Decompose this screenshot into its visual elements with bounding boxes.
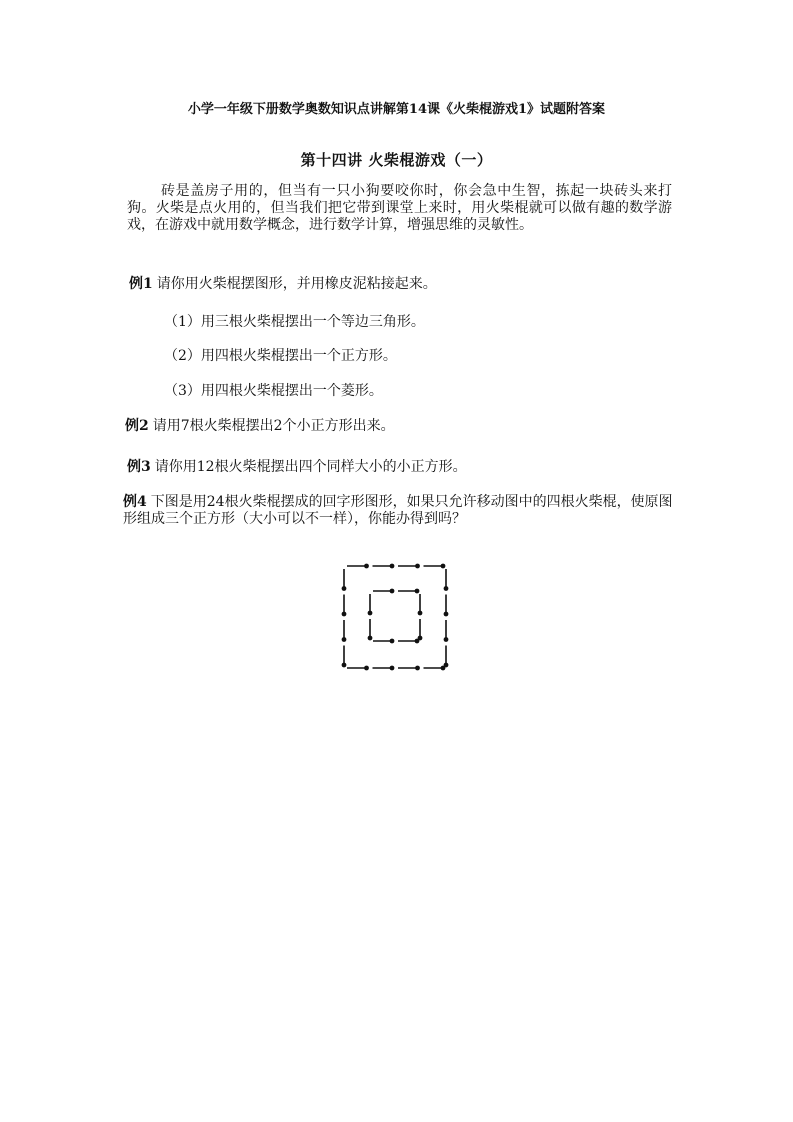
outer-square-top-stick — [398, 564, 420, 569]
outer-square-bottom-stick — [424, 666, 446, 671]
outer-square-right-stick — [444, 569, 449, 591]
example-2-label: 例2 — [125, 418, 149, 434]
example-3 — [127, 459, 467, 476]
inner-square-bottom-stick — [398, 639, 419, 644]
example-1-text: 请你用火柴棍摆图形，并用橡皮泥粘接起来。 — [156, 276, 437, 292]
intro-paragraph: 砖是盖房子用的，但当有一只小狗要咬你时，你会急中生智，拣起一块砖头来打狗。火柴是点火用的，但当我们把它带到课堂上来时，用火柴棍就可以做有趣的数学游戏，在游戏中就用数学概念，进行数学计算，增强思维的灵敏性。 — [127, 183, 672, 233]
inner-square-top-stick — [373, 589, 394, 594]
inner-square-top-stick — [398, 589, 419, 594]
example-4-text: 下图是用24根火柴棍摆成的回字形图形，如果只允许移动图中的四根火柴棍，使原图形组成三个正方形（大小可以不一样），你能办得到吗？ — [123, 494, 673, 527]
outer-square-left-stick — [342, 595, 347, 617]
outer-square-bottom-stick — [347, 666, 369, 671]
example-1-item-2: （2）用四根火柴棍摆出一个正方形。 — [164, 348, 397, 364]
inner-square-left-stick — [368, 594, 373, 615]
example-1-item-3: （3）用四根火柴棍摆出一个菱形。 — [164, 383, 383, 399]
outer-square-bottom-stick — [398, 666, 420, 671]
example-3-text: 请你用12根火柴棍摆出四个同样大小的小正方形。 — [154, 459, 467, 475]
outer-square-top-stick — [373, 564, 395, 569]
example-3-label: 例3 — [127, 459, 151, 475]
inner-square-right-stick — [418, 594, 423, 615]
example-2 — [125, 418, 395, 435]
example-1-item-1: （1）用三根火柴棍摆出一个等边三角形。 — [164, 314, 425, 330]
example-2-text: 请用7根火柴棍摆出2个小正方形出来。 — [152, 418, 395, 434]
inner-square-bottom-stick — [373, 639, 394, 644]
example-4 — [123, 494, 683, 528]
outer-square-right-stick — [444, 646, 449, 668]
outer-square-top-stick — [347, 564, 369, 569]
outer-square-top-stick — [424, 564, 446, 569]
outer-square-left-stick — [342, 569, 347, 591]
example-1-label: 例1 — [129, 276, 153, 292]
matchstick-figure — [330, 555, 465, 680]
inner-square-left-stick — [368, 619, 373, 640]
outer-square-left-stick — [342, 646, 347, 668]
outer-square-right-stick — [444, 620, 449, 642]
example-4-label: 例4 — [123, 494, 147, 510]
document-title: 小学一年级下册数学奥数知识点讲解第14课《火柴棍游戏1》试题附答案 — [187, 102, 606, 117]
lesson-title: 第十四讲 火柴棍游戏（一） — [300, 151, 493, 169]
example-1 — [129, 276, 437, 293]
outer-square-bottom-stick — [373, 666, 395, 671]
outer-square-right-stick — [444, 595, 449, 617]
inner-square-right-stick — [418, 619, 423, 640]
outer-square-left-stick — [342, 620, 347, 642]
